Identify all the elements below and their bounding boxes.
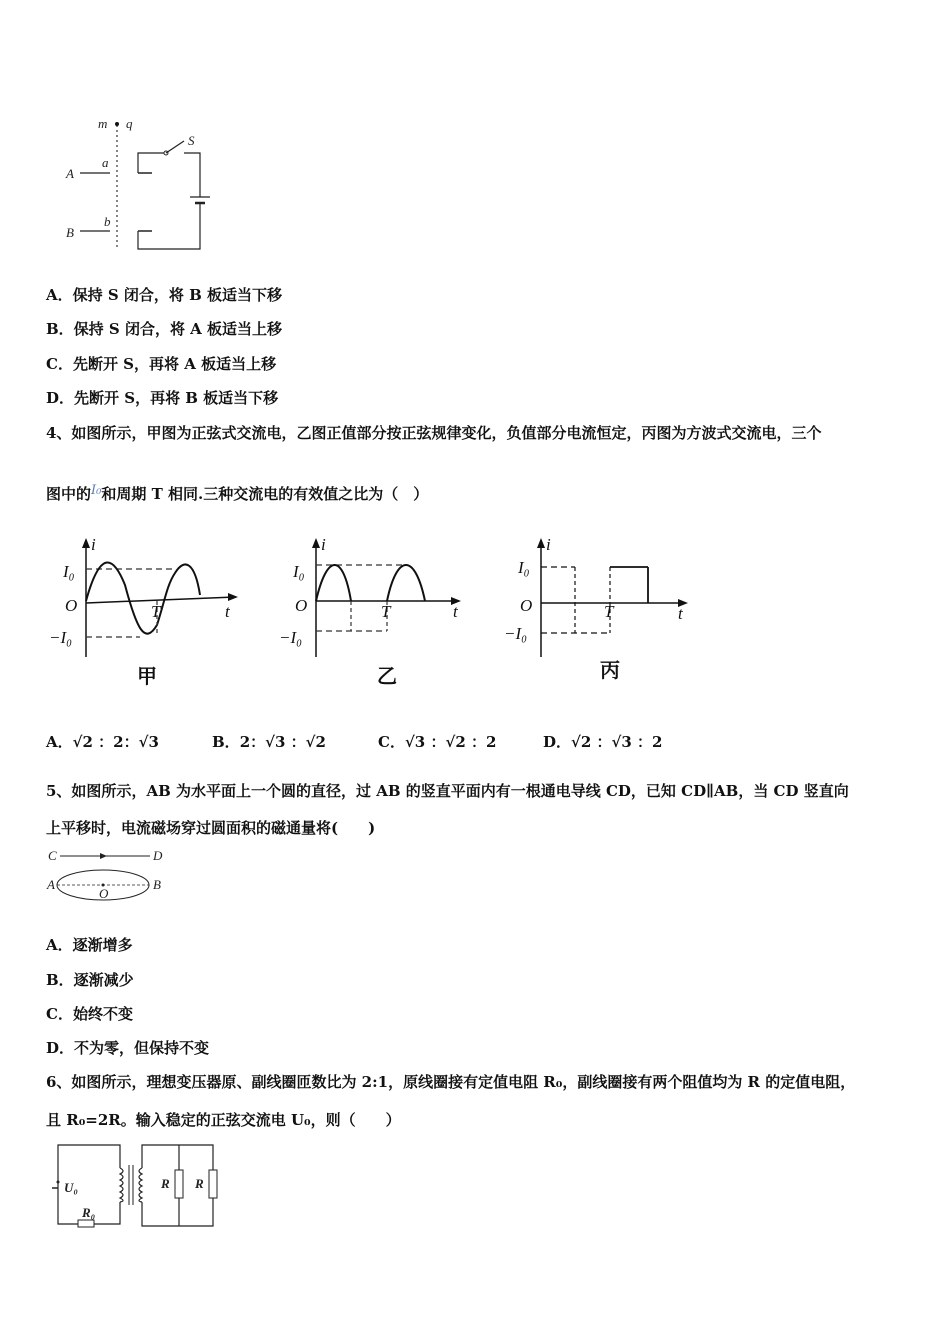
label-neg-I0: −I₀ [279,628,303,647]
secondary-coil [139,1168,142,1202]
q3-option-a[interactable]: A．保持 S 闭合，将 B 板适当下移 [46,286,283,304]
q3-option-b[interactable]: B．保持 S 闭合，将 A 板适当上移 [46,320,283,338]
label-neg-I0: −I₀ [49,628,73,647]
q5-question-line2: 上平移时，电流磁场穿过圆面积的磁通量将( ) [46,819,376,837]
q4-option-b-letter: B． [212,733,240,751]
label-O: O [295,596,308,615]
label-i: i [546,535,551,554]
q4-graph-jia [45,535,245,695]
q5-option-c[interactable]: C．始终不变 [46,1005,133,1023]
source-terminal [57,1181,60,1184]
label-a: a [102,155,109,170]
label-A: A [47,877,55,892]
q6-question-line1: 6、如图所示，理想变压器原、副线圈匝数比为 2:1，原线圈接有定值电阻 R₀，副线圈接有两个阻值均为 R 的定值电阻， [46,1073,856,1091]
label-i: i [91,535,96,554]
q3-option-c[interactable]: C．先断开 S，再将 A 板适当上移 [46,355,277,373]
label-B: B [153,877,161,892]
q4-option-a-expr: √2 ：2：√3 [72,733,159,751]
point-m [115,122,119,126]
label-t: t [678,604,683,623]
caption-jia: 甲 [137,664,157,688]
resistor-R0 [78,1220,94,1227]
label-A: A [66,166,74,181]
q6-transformer-circuit-figure [50,1140,225,1230]
q4-graph-bing [500,535,700,695]
label-O: O [65,596,78,615]
axis-i-arrow [537,538,545,548]
label-I0: I₀ [518,558,530,577]
q4-question-line1: 4、如图所示，甲图为正弦式交流电，乙图正值部分按正弦规律变化，负值部分电流恒定，丙图为方波式交流电，三个 [46,424,822,442]
secondary-wire-top [142,1145,213,1170]
label-S: S [188,133,195,148]
half-sine-2 [387,565,425,601]
q5-circle-wire-figure [45,848,170,903]
axis-t-arrow [228,593,238,601]
label-I0: I₀ [63,562,75,581]
label-R-2: R [195,1176,204,1191]
label-R-1: R [161,1176,170,1191]
q4-option-d-letter: D． [543,733,572,751]
half-sine-1 [316,565,351,601]
q6-question-line2: 且 R₀=2R。输入稳定的正弦交流电 U₀，则（ ） [46,1111,401,1129]
q3-capacitor-circuit-figure [60,105,235,265]
switch-lever [166,141,184,153]
q4-option-a-letter: A． [46,733,73,751]
q4-option-a[interactable] [46,732,159,752]
q4-option-c[interactable] [378,732,496,752]
resistor-R-2 [209,1170,217,1198]
q4-option-b[interactable] [212,732,326,752]
label-i: i [321,535,326,554]
q4-option-d-expr: √2 ：√3 ：2 [571,733,663,751]
q4-I0-symbol: I₀ [91,483,102,498]
wire-right-bottom [138,203,200,249]
q5-option-a[interactable]: A．逐渐增多 [46,936,133,954]
q5-question-line1: 5、如图所示，AB 为水平面上一个圆的直径，过 AB 的竖直平面内有一根通电导线 CD，已知 CD∥AB，当 CD 竖直向 [46,782,849,800]
q3-option-d[interactable]: D．先断开 S，再将 B 板适当下移 [46,389,279,407]
label-R0: R₀ [82,1205,96,1220]
label-m: m [98,116,108,131]
label-T: T [604,602,614,621]
label-neg-I0: −I₀ [504,624,528,643]
q4-line2-pre: 图中的 [46,485,92,503]
label-t: t [453,602,458,621]
wire-right-top [184,153,200,197]
resistor-R-1 [175,1170,183,1198]
q5-option-d[interactable]: D．不为零，但保持不变 [46,1039,210,1057]
label-C: C [48,848,57,863]
caption-bing: 丙 [600,658,620,682]
q4-graph-yi [275,535,475,695]
q4-line2-post: 和周期 T 相同.三种交流电的有效值之比为（ ） [101,485,429,503]
label-b: b [104,214,111,229]
label-D: D [153,848,163,863]
q4-option-b-expr: 2：√3 ：√2 [239,733,326,751]
wire-to-switch [138,153,165,173]
primary-coil [120,1168,123,1202]
primary-wire-top [110,1145,120,1168]
q4-question-line2 [46,484,428,506]
label-O: O [99,886,109,901]
caption-yi: 乙 [377,664,397,688]
q4-option-c-letter: C． [378,733,405,751]
axis-i-arrow [82,538,90,548]
label-T: T [151,602,161,621]
primary-wire-bottom [94,1202,120,1224]
secondary-wire-bottom [142,1198,213,1226]
label-t: t [225,602,230,621]
axis-t [86,597,235,603]
label-I0: I₀ [293,562,305,581]
label-T: T [381,602,391,621]
current-arrow [100,853,107,859]
label-q: q [126,116,133,131]
label-O: O [520,596,533,615]
axis-i-arrow [312,538,320,548]
label-U0: U₀ [64,1180,78,1195]
q4-option-c-expr: √3 ：√2 ：2 [404,733,497,751]
q5-option-b[interactable]: B．逐渐减少 [46,971,134,989]
sine-curve [86,562,200,633]
q4-option-d[interactable] [543,732,663,752]
label-B: B [66,225,74,240]
